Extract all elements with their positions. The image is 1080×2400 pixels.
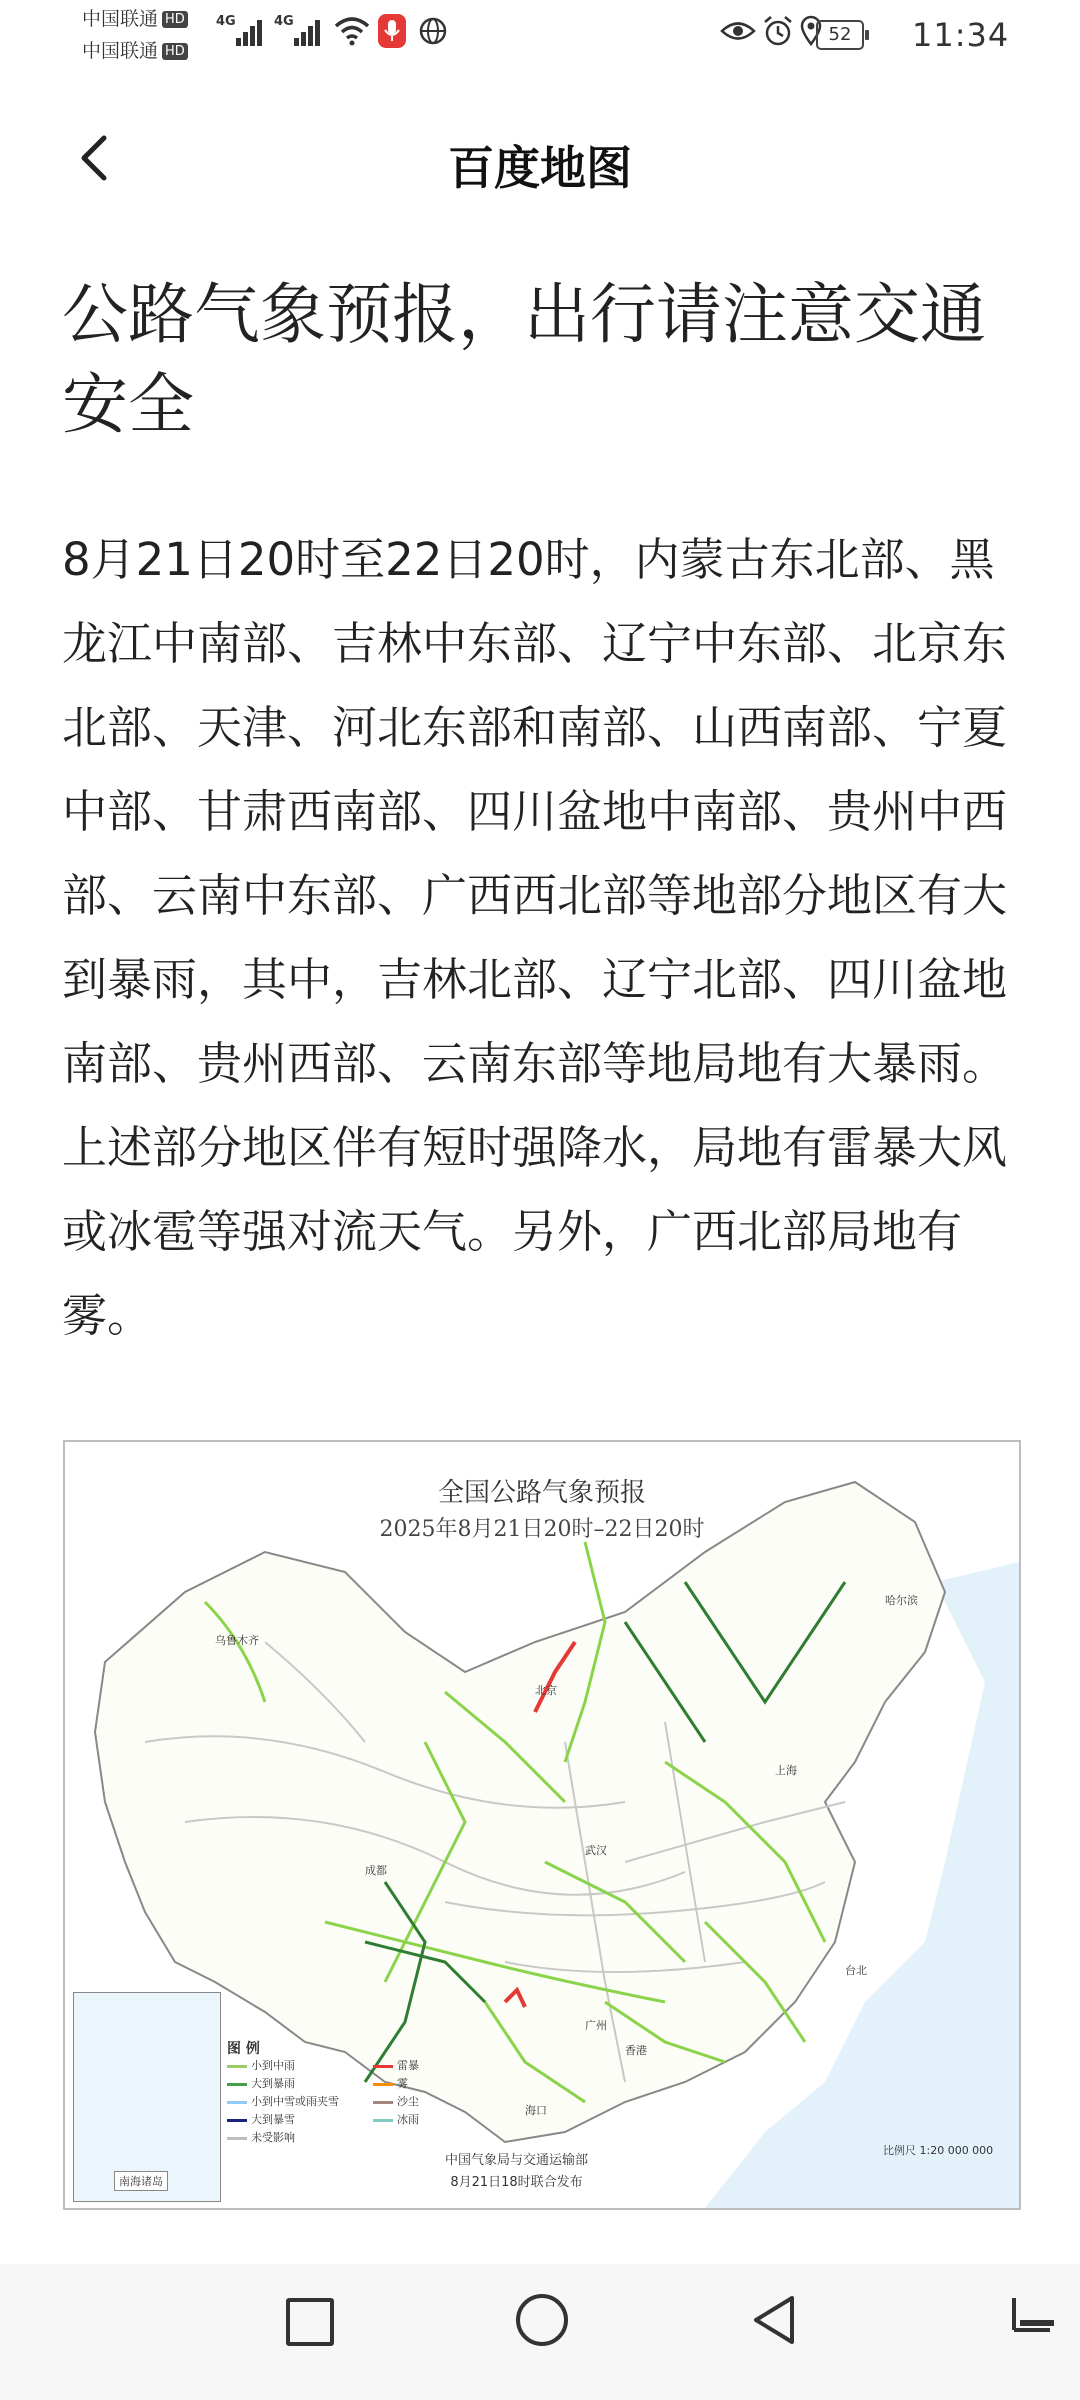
- inset-label: 南海诸岛: [114, 2171, 168, 2191]
- article-title: 公路气象预报，出行请注意交通安全: [62, 276, 986, 443]
- map-scale: 比例尺 1:20 000 000: [883, 2144, 994, 2157]
- carrier-2: 中国联通 HD: [82, 40, 188, 62]
- wifi-icon: [334, 16, 370, 46]
- city-label: 香港: [625, 2044, 647, 2057]
- clock: 11:34: [912, 16, 1010, 54]
- status-bar: 中国联通 HD 中国联通 HD 4G 4G 52 11:34: [82, 8, 1010, 62]
- alarm-icon: [762, 14, 794, 48]
- battery-indicator: 52: [816, 20, 864, 50]
- recent-apps-button[interactable]: [286, 2298, 334, 2346]
- globe-icon: [418, 16, 448, 46]
- south-china-sea-inset: [73, 1992, 221, 2202]
- city-label: 北京: [535, 1684, 557, 1697]
- mic-icon: [378, 14, 406, 48]
- legend-title: 图 例: [227, 2041, 260, 2057]
- weather-map-image[interactable]: [63, 1440, 1021, 2210]
- home-button[interactable]: [516, 2294, 568, 2346]
- legend-item: 沙尘: [373, 2094, 419, 2110]
- page-title: 百度地图: [448, 141, 632, 195]
- legend-item: 大到暴雪: [227, 2112, 295, 2128]
- legend-item: 大到暴雨: [227, 2076, 295, 2092]
- city-label: 台北: [845, 1964, 867, 1977]
- top-nav-bar: [0, 108, 1080, 208]
- system-nav-bar: [0, 2264, 1080, 2400]
- eye-icon: [720, 14, 756, 48]
- back-button[interactable]: [748, 2292, 798, 2348]
- city-label: 上海: [775, 1764, 797, 1777]
- map-title: 全国公路气象预报: [437, 1478, 646, 1508]
- legend-item: 冰雨: [373, 2112, 419, 2128]
- legend-item: 小到中雨: [227, 2058, 295, 2074]
- legend-item: 未受影响: [227, 2130, 295, 2146]
- city-label: 哈尔滨: [885, 1594, 918, 1607]
- legend-item: 雾: [373, 2076, 408, 2092]
- city-label: 海口: [525, 2104, 547, 2117]
- carrier-1: 中国联通 HD: [82, 8, 188, 30]
- city-label: 武汉: [585, 1844, 607, 1857]
- city-label: 广州: [585, 2019, 607, 2032]
- city-label: 乌鲁木齐: [215, 1634, 259, 1647]
- legend-item: 雷暴: [373, 2058, 419, 2074]
- city-label: 成都: [365, 1864, 387, 1877]
- scroll-handle-icon[interactable]: [1010, 2294, 1056, 2344]
- map-subtitle: 2025年8月21日20时–22日20时: [379, 1517, 705, 1542]
- map-credit: 中国气象局与交通运输部 8月21日18时联合发布: [445, 2153, 589, 2190]
- article-body: 8月21日20时至22日20时，内蒙古东北部、黑龙江中南部、吉林中东部、辽宁中东部、北京东北部、天津、河北东部和南部、山西南部、宁夏中部、甘肃西南部、四川盆地中南部、贵州中西部、云南中东部、广西西北部等地部分地区有大到暴雨，其中，吉林北部、辽宁北部、四川盆地南部、贵州西部、云南东部等地局地有大暴雨。上述部分地区伴有短时强降水，局地有雷暴大风或冰雹等强对流天气。另外，广西北部局地有雾。: [62, 533, 1008, 1342]
- legend-item: 小到中雪或雨夹雪: [227, 2094, 339, 2110]
